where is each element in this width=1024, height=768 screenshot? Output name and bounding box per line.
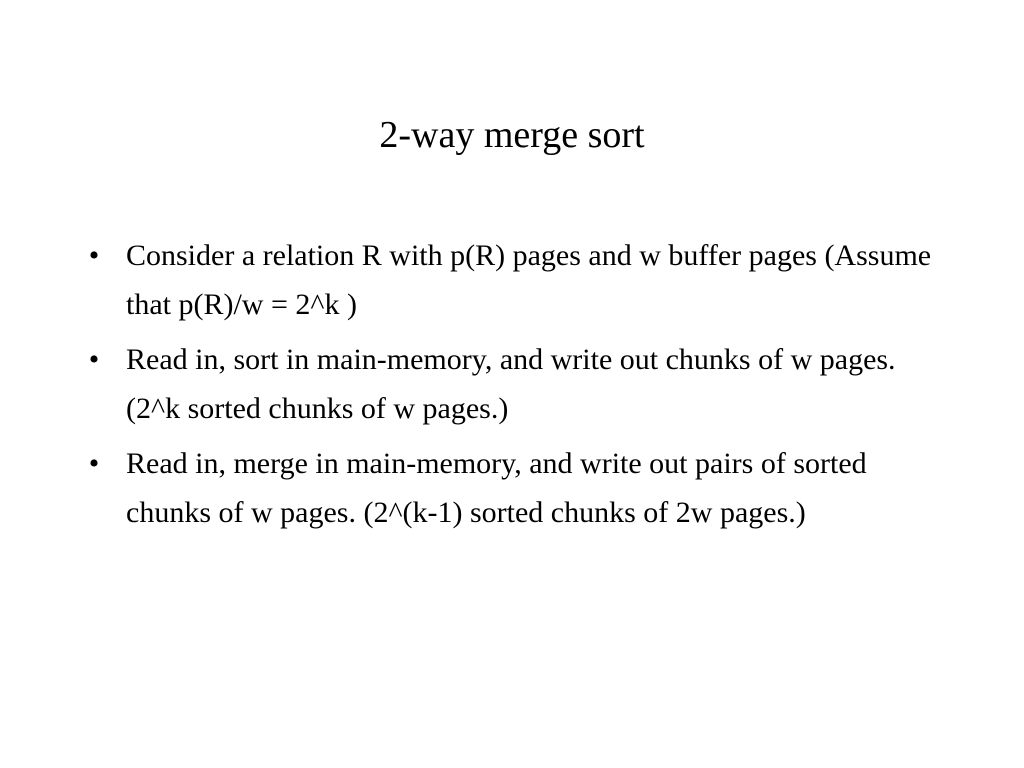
bullet-item: [88, 440, 946, 537]
bullet-list: [88, 232, 946, 544]
bullet-text: Consider a relation R with p(R) pages and w buffer pages (Assume that p(R)/w = 2^k ): [126, 239, 932, 321]
slide-title: 2-way merge sort: [379, 114, 645, 156]
bullet-icon: •: [88, 447, 100, 480]
bullet-item: [88, 232, 946, 329]
bullet-text: Read in, merge in main-memory, and write out pairs of sorted chunks of w pages. (2^(k-1) sorted chunks of 2w pages.): [126, 447, 867, 529]
bullet-item: [88, 336, 946, 433]
bullet-icon: •: [88, 239, 100, 272]
bullet-icon: •: [88, 343, 100, 376]
bullet-text: Read in, sort in main-memory, and write out chunks of w pages. (2^k sorted chunks of w pages.): [126, 343, 896, 425]
